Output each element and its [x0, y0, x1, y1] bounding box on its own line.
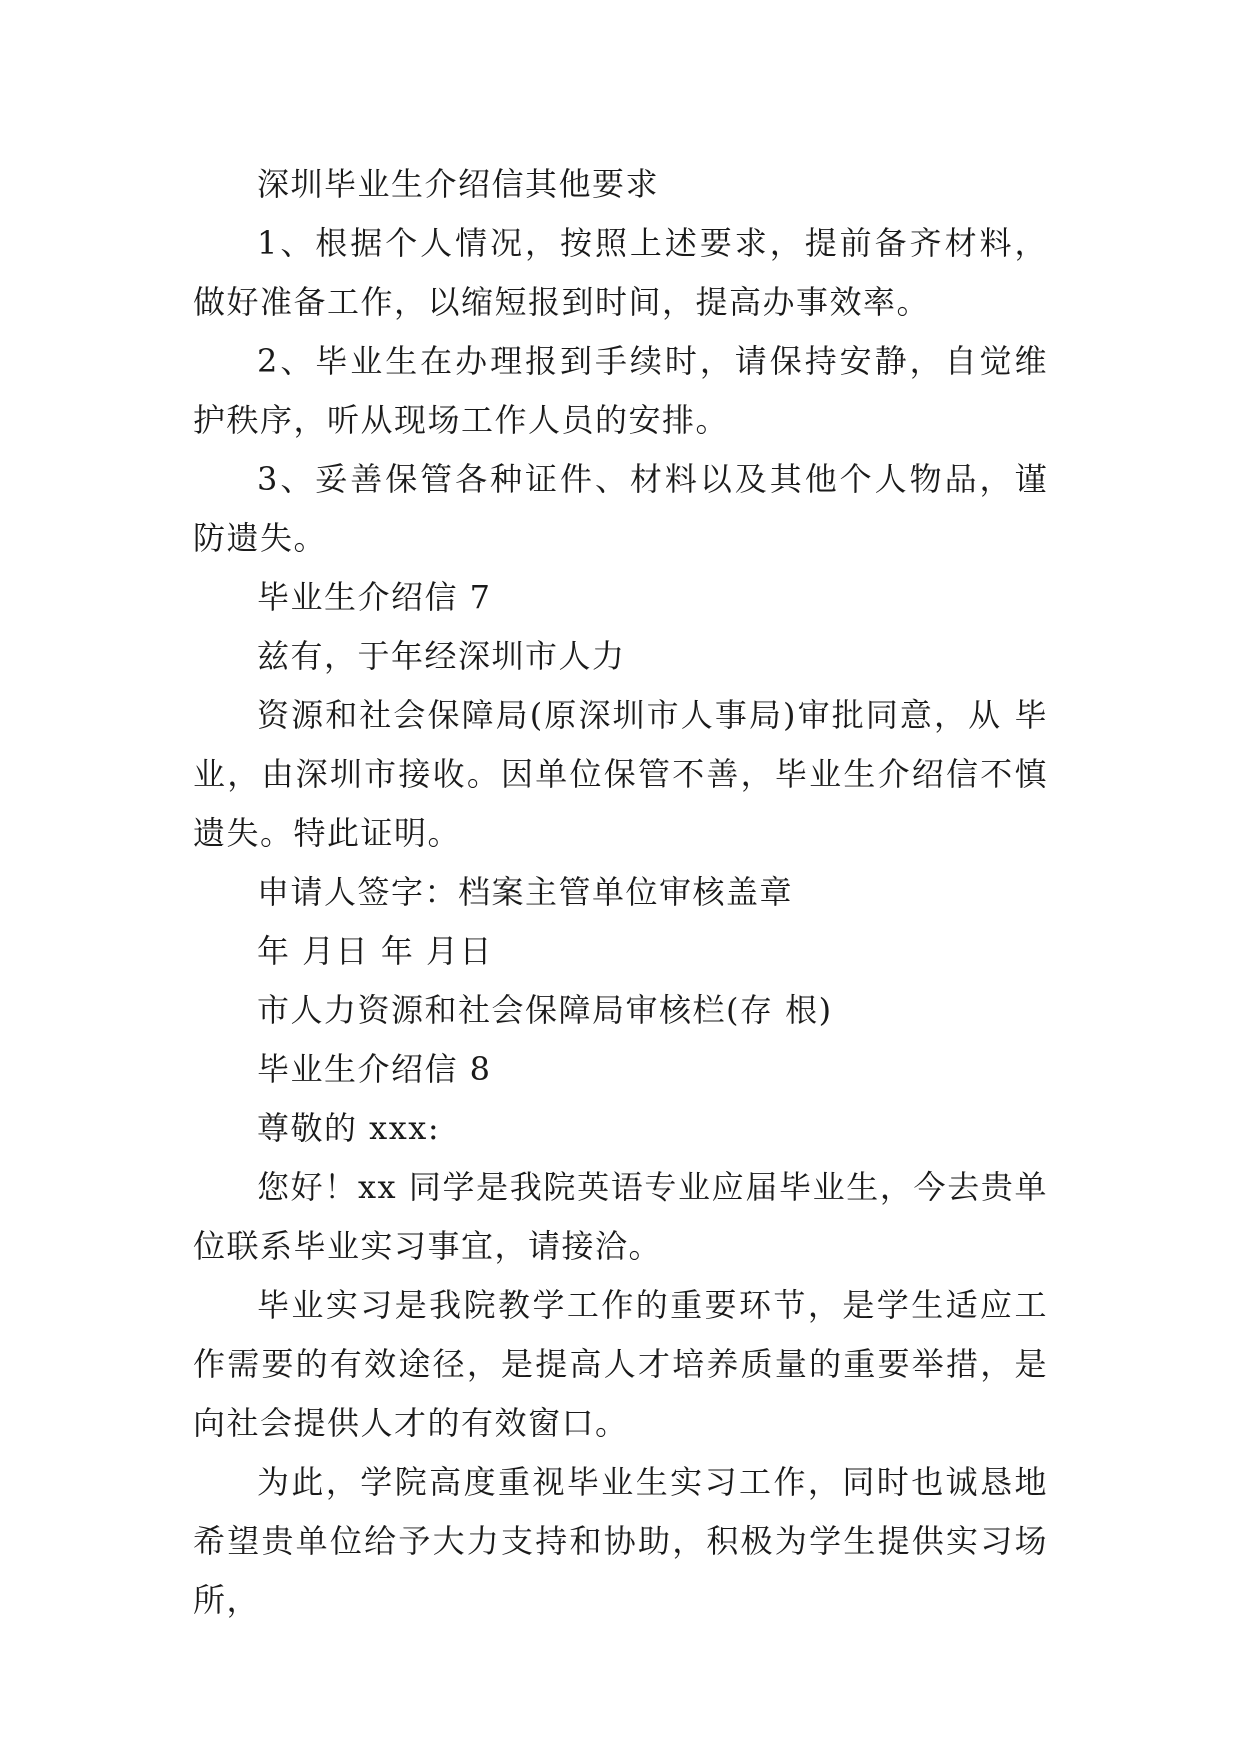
- review-line: 市人力资源和社会保障局审核栏(存 根): [257, 991, 833, 1029]
- paragraph: 资源和社会保障局(原深圳市人事局)审批同意，从 毕业，由深圳市接收。因单位保管不善，毕业生介绍信不慎遗失。特此证明。: [193, 696, 1048, 852]
- document-page: [193, 155, 1048, 1630]
- section-heading: 毕业生介绍信 8: [257, 1050, 492, 1088]
- date-line: 年 月日 年 月日: [257, 932, 494, 970]
- paragraph: 您好！xx 同学是我院英语专业应届毕业生，今去贵单位联系毕业实习事宜，请接洽。: [193, 1168, 1048, 1265]
- paragraph: 为此，学院高度重视毕业生实习工作，同时也诚恳地希望贵单位给予大力支持和协助，积极为学生提供实习场所，: [193, 1463, 1048, 1619]
- signature-line: 申请人签字：档案主管单位审核盖章: [257, 873, 794, 911]
- paragraph: 3、妥善保管各种证件、材料以及其他个人物品，谨防遗失。: [193, 460, 1048, 557]
- paragraph: 2、毕业生在办理报到手续时，请保持安静，自觉维护秩序，听从现场工作人员的安排。: [193, 342, 1048, 439]
- paragraph: 毕业实习是我院教学工作的重要环节，是学生适应工作需要的有效途径，是提高人才培养质量的重要举措，是向社会提供人才的有效窗口。: [193, 1286, 1048, 1442]
- salutation: 尊敬的 xxx:: [257, 1109, 441, 1147]
- paragraph: 兹有，于年经深圳市人力: [257, 637, 626, 675]
- section-heading: 深圳毕业生介绍信其他要求: [257, 165, 660, 203]
- section-heading: 毕业生介绍信 7: [257, 578, 492, 616]
- paragraph: 1、根据个人情况，按照上述要求，提前备齐材料，做好准备工作，以缩短报到时间，提高办事效率。: [193, 224, 1048, 321]
